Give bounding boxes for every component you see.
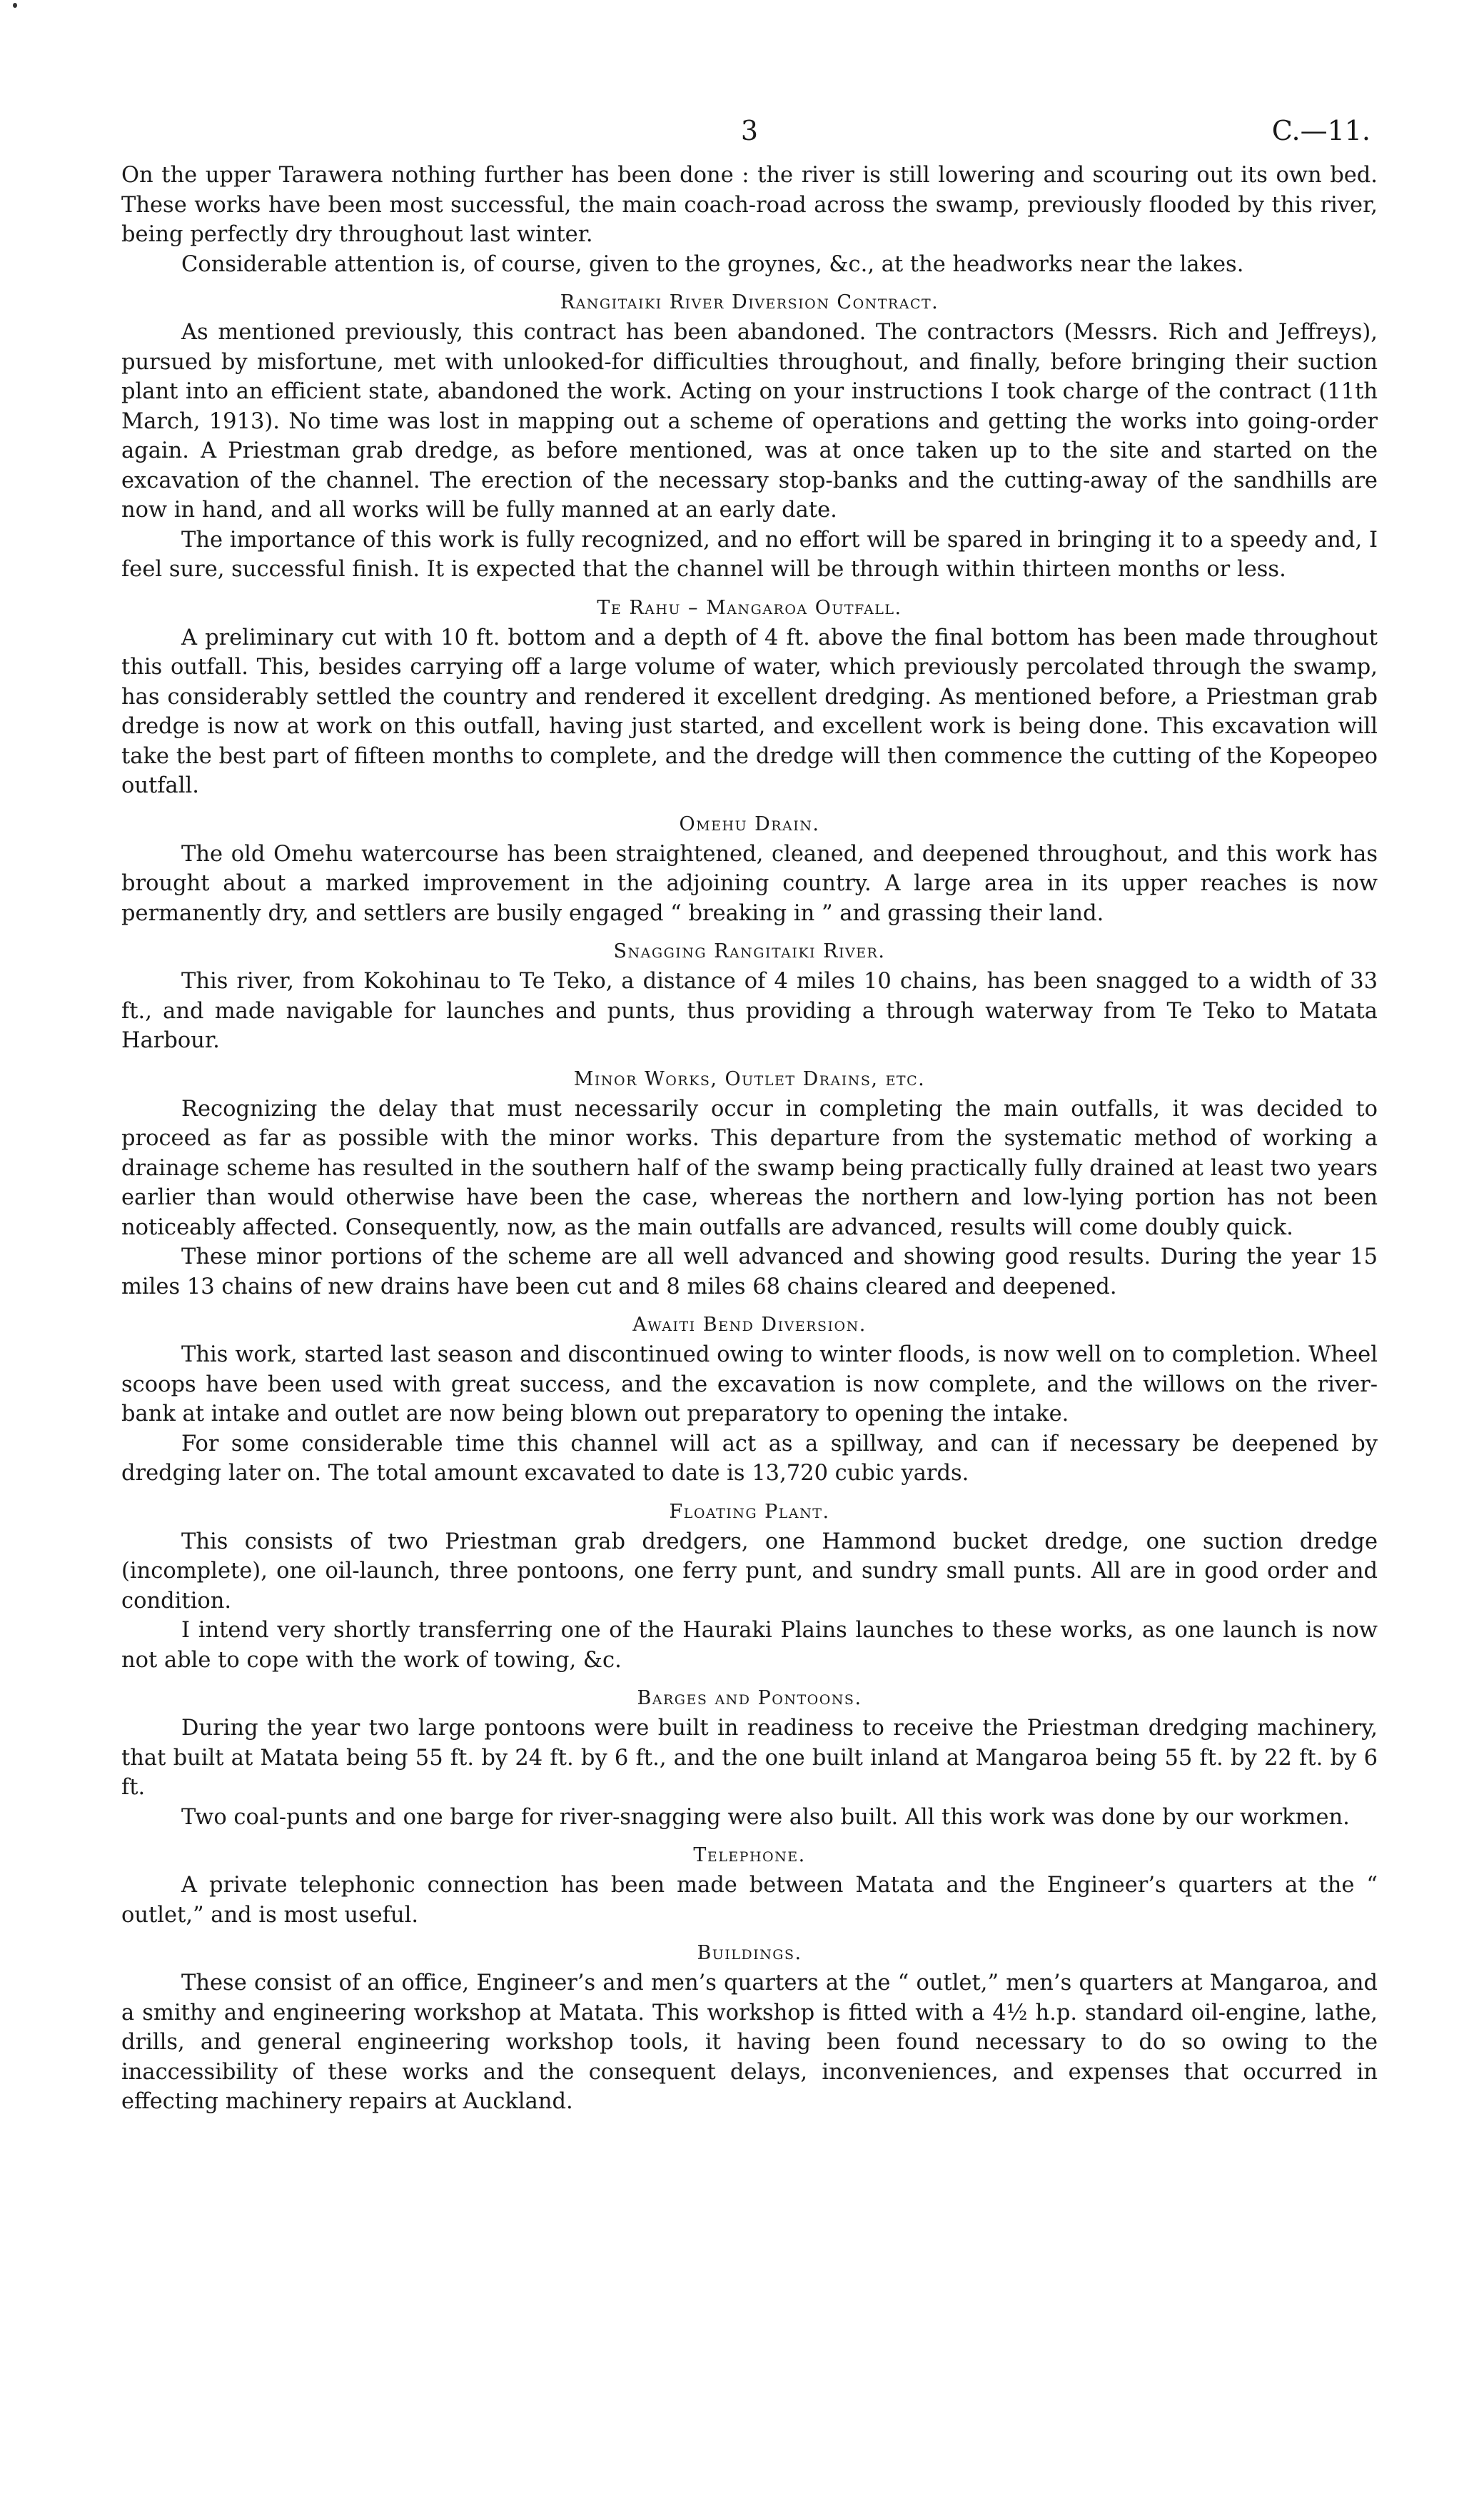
paragraph-rangitaiki-1: As mentioned previously, this contract has been abandoned. The contractors (Messrs. Rich and Jeffreys), pursued by misfortune, met with unlooked-for difficulties throughout, and finally, before bringing their suction plant into an efficient state, abandoned the work. Acting on your instructions I took charge of the contract (11th March, 1913). No time was lost in mapping out a scheme of operations and getting the works into going-order again. A Priestman grab dredge, as before mentioned, was at once taken up to the site and started on the excavation of the channel. The erection of the necessary stop-banks and the cutting-away of the sandhills are now in hand, and all works will be fully manned at an early date. [121,320,1378,523]
paragraph-minor-2: These minor portions of the scheme are all well advanced and showing good results. During the year 15 miles 13 chains of new drains have been cut and 8 miles 68 chains cleared and deepened. [121,1244,1378,1299]
heading-snagging-rangitaiki: Snagging Rangitaiki River. [613,940,886,962]
document-page [121,111,1378,2467]
page-number: 3 [740,115,759,146]
heading-awaiti-bend: Awaiti Bend Diversion. [632,1314,867,1336]
paragraph-barges-1: During the year two large pontoons were built in readiness to receive the Priestman dredging machinery, that built at Matata being 55 ft. by 24 ft. by 6 ft., and the one built inland at Mangaroa being 55 ft. by 22 ft. by 6 ft. [121,1716,1378,1800]
paragraph-telephone: A private telephonic connection has been made between Matata and the Engineer’s quarters at the “ outlet,” and is most useful. [121,1873,1378,1928]
paragraph-snagging: This river, from Kokohinau to Te Teko, a distance of 4 miles 10 chains, has been snagged to a width of 33 ft., and made navigable for launches and punts, thus providing a through waterway from Te Teko to Matata Harbour. [121,969,1378,1053]
heading-floating-plant: Floating Plant. [669,1500,830,1523]
document-reference: C.—11. [1271,115,1371,146]
paragraph-minor-1: Recognizing the delay that must necessarily occur in completing the main outfalls, it was decided to proceed as far as possible with the minor works. This departure from the systematic method of working a drainage scheme has resulted in the southern half of the swamp being practically fully drained at least two years earlier than would otherwise have been the case, whereas the northern and low-lying portion has not been noticeably affected. Consequently, now, as the main outfalls are advanced, results will come doubly quick. [121,1096,1378,1240]
paragraph-upper-tarawera: On the upper Tarawera nothing further has been done : the river is still lowering and scouring out its own bed. These works have been most successful, the main coach-road across the swamp, previously flooded by this river, being perfectly dry throughout last winter. [121,163,1378,247]
paragraph-rangitaiki-2: The importance of this work is fully recognized, and no effort will be spared in bringing it to a speedy and, I feel sure, successful finish. It is expected that the channel will be through within thirteen months or less. [121,527,1378,582]
page-header [121,111,1378,161]
heading-omehu-drain: Omehu Drain. [679,812,820,835]
heading-rangitaiki-diversion: Rangitaiki River Diversion Contract. [560,291,939,313]
paragraph-floating-2: I intend very shortly transferring one of the Hauraki Plains launches to these works, as one launch is now not able to cope with the work of towing, &c. [121,1618,1378,1673]
heading-telephone: Telephone. [693,1844,806,1866]
heading-minor-works: Minor Works, Outlet Drains, etc. [573,1067,926,1090]
paragraph-floating-1: This consists of two Priestman grab dredgers, one Hammond bucket dredge, one suction dredge (incomplete), one oil-launch, three pontoons, one ferry punt, and sundry small punts. All are in good order and condition. [121,1529,1378,1614]
scan-speck [13,3,17,8]
paragraph-omehu: The old Omehu watercourse has been straightened, cleaned, and deepened throughout, and this work has brought about a marked improvement in the adjoining country. A large area in its upper reaches is now permanently dry, and settlers are busily engaged “ breaking in ” and grassing their land. [121,841,1378,926]
paragraph-buildings: These consist of an office, Engineer’s and men’s quarters at the “ outlet,” men’s quarters at Mangaroa, and a smithy and engineering workshop at Matata. This workshop is fitted with a 4½ h.p. standard oil-engine, lathe, drills, and general engineering workshop tools, it having been found necessary to do so owing to the inaccessibility of these works and the consequent delays, inconveniences, and expenses that occurred in effecting machinery repairs at Auckland. [121,1971,1378,2114]
paragraph-barges-2: Two coal-punts and one barge for river-snagging were also built. All this work was done by our workmen. [181,1804,1350,1830]
heading-te-rahu-outfall: Te Rahu – Mangaroa Outfall. [597,596,902,619]
heading-barges-pontoons: Barges and Pontoons. [637,1687,862,1709]
paragraph-te-rahu: A preliminary cut with 10 ft. bottom and a depth of 4 ft. above the final bottom has been made throughout this outfall. This, besides carrying off a large volume of water, which previously percolated through the swamp, has considerably settled the country and rendered it excellent dredging. As mentioned before, a Priestman grab dredge is now at work on this outfall, having just started, and excellent work is being done. This excavation will take the best part of fifteen months to complete, and the dredge will then commence the cutting of the Kopeopeo outfall. [121,625,1378,798]
paragraph-awaiti-1: This work, started last season and discontinued owing to winter floods, is now well on to completion. Wheel scoops have been used with great success, and the excavation is now complete, and the willows on the river-bank at intake and outlet are now being blown out preparatory to opening the intake. [121,1342,1378,1426]
paragraph-awaiti-2: For some considerable time this channel will act as a spillway, and can if necessary be deepened by dredging later on. The total amount excavated to date is 13,720 cubic yards. [121,1431,1378,1486]
paragraph-groynes: Considerable attention is, of course, given to the groynes, &c., at the headworks near the lakes. [181,251,1244,277]
heading-buildings: Buildings. [697,1942,802,1964]
